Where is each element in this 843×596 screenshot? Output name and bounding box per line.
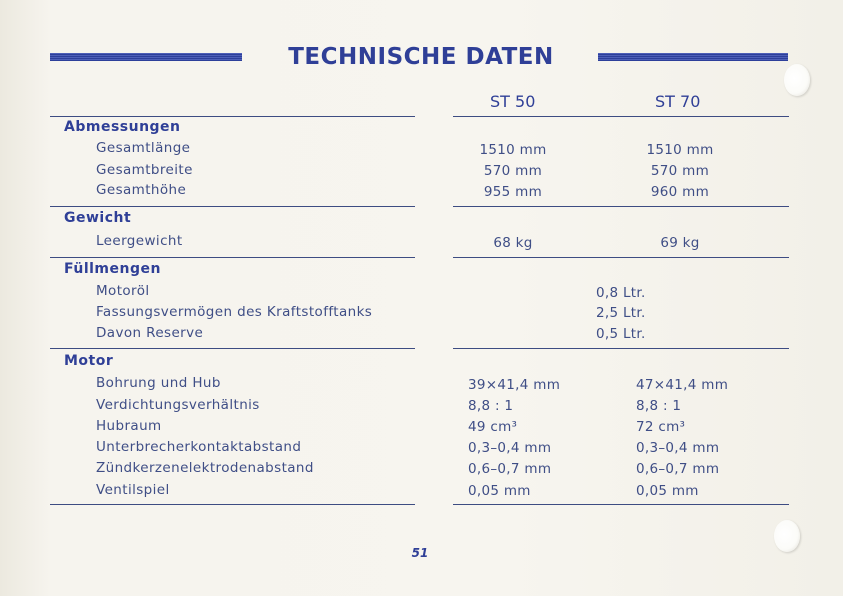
row-label: Leergewicht: [96, 233, 183, 249]
value-st50: 570 mm: [483, 163, 543, 179]
divider: [50, 504, 415, 505]
row-label: Davon Reserve: [96, 325, 204, 341]
value-st50: 0,05 mm: [468, 483, 531, 499]
row-label: Fassungsvermögen des Kraftstofftanks: [96, 304, 373, 320]
divider: [50, 348, 415, 349]
divider: [453, 348, 789, 349]
row-label: Hubraum: [96, 418, 162, 434]
page-title: TECHNISCHE DATEN: [288, 44, 554, 70]
section-heading-abmessungen: Abmessungen: [64, 119, 181, 135]
value-st70: 69 kg: [660, 235, 700, 251]
value-st50: 1510 mm: [479, 142, 547, 158]
row-label: Unterbrecherkontaktabstand: [96, 439, 302, 455]
value-st70: 72 cm³: [636, 419, 686, 435]
value-shared: 0,8 Ltr.: [596, 285, 646, 301]
value-st50: 49 cm³: [468, 419, 518, 435]
value-st50: 0,3–0,4 mm: [468, 440, 552, 456]
divider: [453, 257, 789, 258]
divider: [50, 257, 415, 258]
value-st50: 68 kg: [493, 235, 533, 251]
section-heading-gewicht: Gewicht: [64, 210, 132, 226]
value-shared: 0,5 Ltr.: [596, 326, 646, 342]
row-label: Gesamtbreite: [96, 162, 193, 178]
value-shared: 2,5 Ltr.: [596, 305, 646, 321]
section-heading-motor: Motor: [64, 353, 114, 369]
value-st70: 570 mm: [650, 163, 710, 179]
page-number: 51: [411, 546, 429, 560]
divider: [453, 206, 789, 207]
value-st50: 39×41,4 mm: [468, 377, 561, 393]
row-label: Motoröl: [96, 283, 150, 299]
title-bar-right: [598, 53, 788, 61]
title-row: [50, 42, 790, 72]
value-st50: 0,6–0,7 mm: [468, 461, 552, 477]
binder-hole: [784, 64, 810, 96]
row-label: Gesamthöhe: [96, 182, 187, 198]
divider: [453, 116, 789, 117]
value-st70: 0,05 mm: [636, 483, 699, 499]
value-st70: 0,3–0,4 mm: [636, 440, 720, 456]
row-label: Verdichtungsverhältnis: [96, 397, 260, 413]
row-label: Bohrung und Hub: [96, 375, 221, 391]
value-st50: 8,8 : 1: [468, 398, 514, 414]
row-label: Gesamtlänge: [96, 140, 191, 156]
divider: [50, 206, 415, 207]
column-header-st50: ST 50: [490, 92, 536, 111]
value-st70: 0,6–0,7 mm: [636, 461, 720, 477]
binder-hole: [774, 520, 800, 552]
section-heading-fuellmengen: Füllmengen: [64, 261, 161, 277]
title-bar-left: [50, 53, 242, 61]
value-st70: 960 mm: [650, 184, 710, 200]
value-st50: 955 mm: [483, 184, 543, 200]
value-st70: 1510 mm: [646, 142, 714, 158]
row-label: Zündkerzenelektrodenabstand: [96, 460, 314, 476]
value-st70: 8,8 : 1: [636, 398, 682, 414]
row-label: Ventilspiel: [96, 482, 170, 498]
divider: [453, 504, 789, 505]
value-st70: 47×41,4 mm: [636, 377, 729, 393]
column-header-st70: ST 70: [655, 92, 701, 111]
divider: [50, 116, 415, 117]
